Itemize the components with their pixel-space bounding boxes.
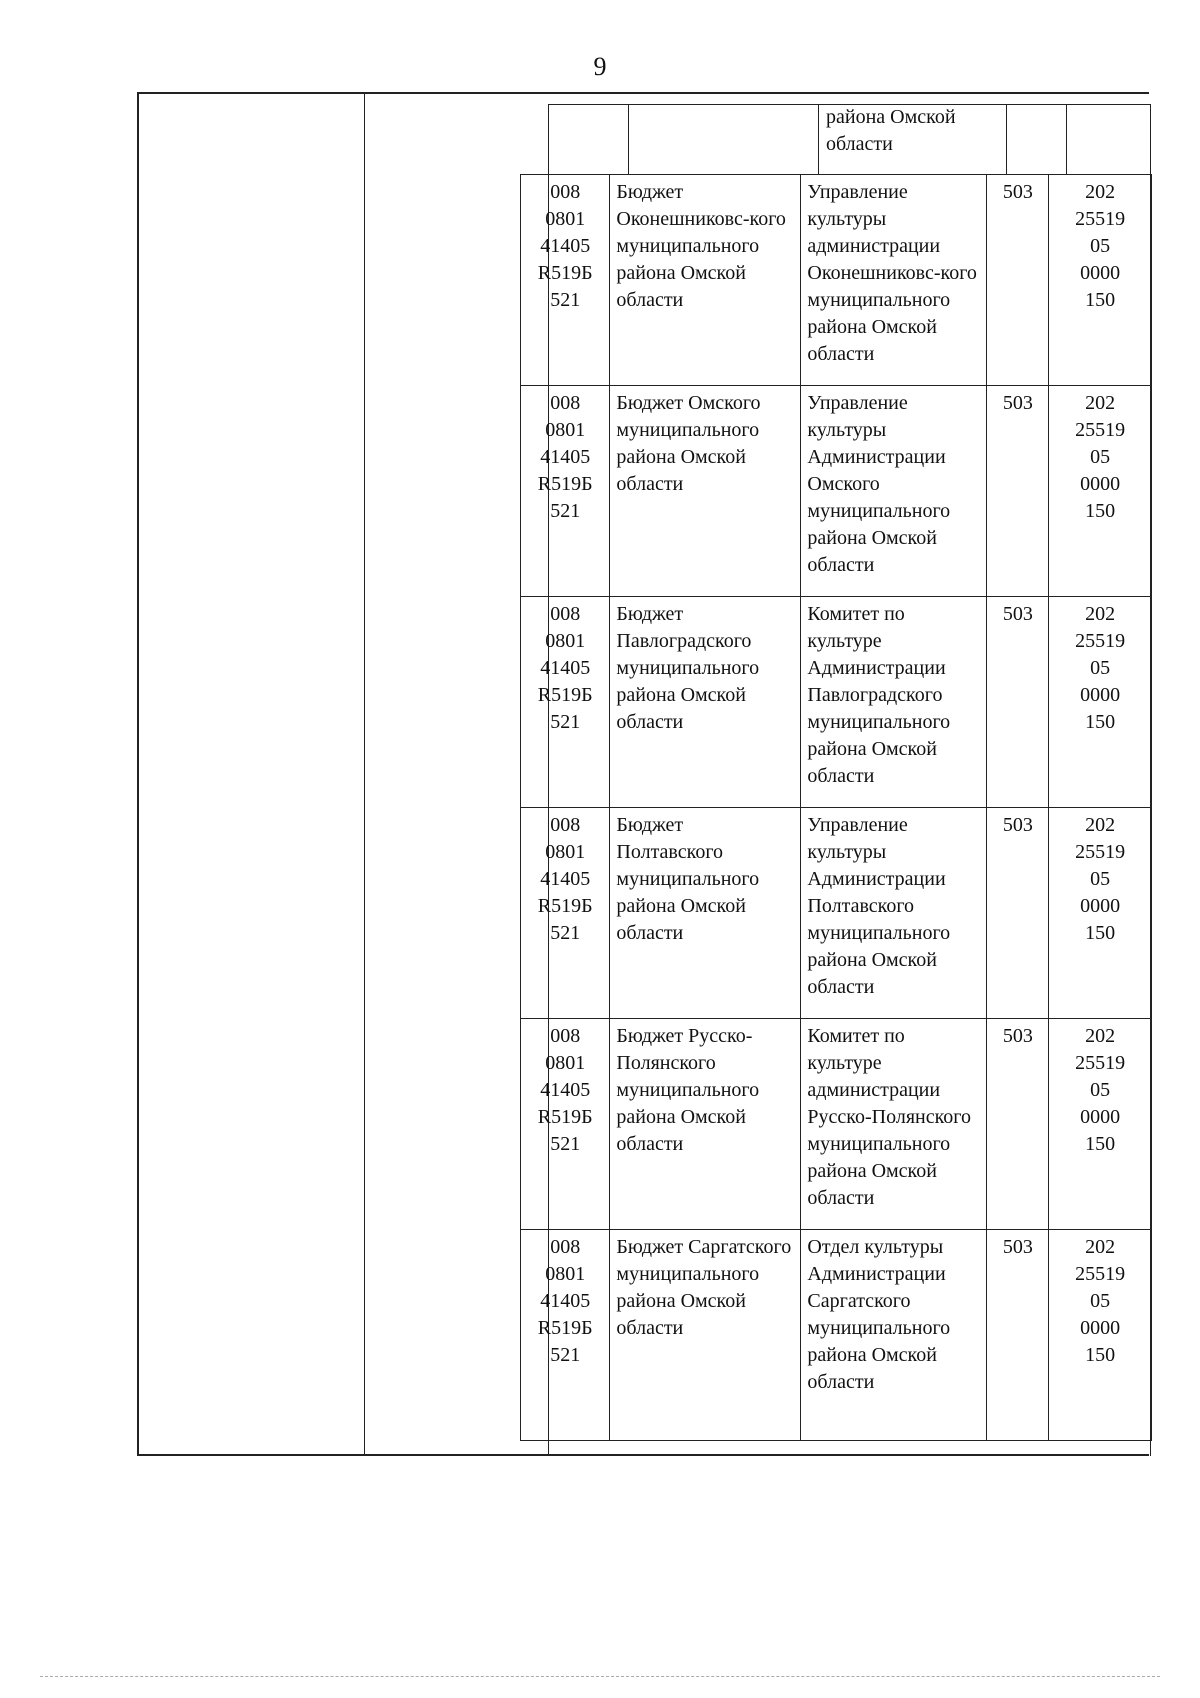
budget-name-cell: Бюджет Омского муниципального района Омской области [610, 386, 801, 597]
revenue-code-cell-line: 25519 [1075, 630, 1126, 652]
revenue-code-cell-line: 25519 [1075, 208, 1126, 230]
budget-name-cell: Бюджет Оконешниковс-кого муниципального района Омской области [610, 175, 801, 386]
page-number: 9 [593, 52, 607, 81]
revenue-code-cell-line: 150 [1085, 289, 1116, 311]
budget-name-cell: Бюджет Полтавского муниципального района Омской области [610, 808, 801, 1019]
revenue-code-cell-line: 202 [1085, 814, 1116, 836]
revenue-code-cell-line: 05 [1090, 868, 1111, 890]
revenue-code-cell [1049, 386, 1152, 597]
classification-code-cell-line: 0801 [545, 1052, 586, 1074]
admin-code-cell: 503 [987, 175, 1049, 386]
revenue-code-cell-line: 25519 [1075, 419, 1126, 441]
admin-code-cell: 503 [987, 1230, 1049, 1441]
admin-code-cell: 503 [987, 386, 1049, 597]
classification-code-cell [521, 808, 610, 1019]
continuation-sep-4 [1066, 104, 1067, 174]
administrator-cell: Управление культуры Администрации Омского муниципального района Омской области [801, 386, 987, 597]
continuation-sep-3 [1006, 104, 1007, 174]
revenue-code-cell [1049, 1230, 1152, 1441]
revenue-code-cell [1049, 175, 1152, 386]
administrator-cell: Управление культуры администрации Оконешниковс-кого муниципального района Омской области [801, 175, 987, 386]
classification-code-cell-line: 41405 [540, 868, 591, 890]
revenue-code-cell-line: 05 [1090, 1290, 1111, 1312]
revenue-code-cell-line: 202 [1085, 181, 1116, 203]
revenue-code-cell-line: 25519 [1075, 841, 1126, 863]
classification-code-cell-line: 521 [550, 922, 581, 944]
revenue-code-cell-line: 05 [1090, 235, 1111, 257]
classification-code-cell [521, 1230, 610, 1441]
administrator-cell: Управление культуры Администрации Полтавского муниципального района Омской области [801, 808, 987, 1019]
table-row [521, 597, 1152, 808]
scan-artifact-line [40, 1676, 1160, 1677]
classification-code-cell-line: R519Б [537, 262, 593, 284]
classification-code-cell [521, 597, 610, 808]
classification-code-cell-line: R519Б [537, 1106, 593, 1128]
classification-code-cell-line: 521 [550, 289, 581, 311]
revenue-code-cell-line: 25519 [1075, 1263, 1126, 1285]
revenue-code-cell [1049, 1019, 1152, 1230]
classification-code-cell-line: 521 [550, 500, 581, 522]
continuation-recipient-text: района Омской области [826, 106, 956, 155]
revenue-code-cell-line: 150 [1085, 1344, 1116, 1366]
classification-code-cell-line: R519Б [537, 684, 593, 706]
revenue-code-cell-line: 150 [1085, 1133, 1116, 1155]
classification-code-cell-line: 008 [550, 1025, 581, 1047]
revenue-code-cell-line: 0000 [1080, 684, 1121, 706]
revenue-code-cell [1049, 808, 1152, 1019]
budget-rows [520, 174, 1152, 1441]
table-row [521, 1019, 1152, 1230]
classification-code-cell-line: 008 [550, 603, 581, 625]
revenue-code-cell-line: 150 [1085, 500, 1116, 522]
table-row [521, 1230, 1152, 1441]
continuation-sep-1 [628, 104, 629, 174]
classification-code-cell-line: 41405 [540, 657, 591, 679]
classification-code-cell-line: R519Б [537, 1317, 593, 1339]
table-row [521, 808, 1152, 1019]
revenue-code-cell-line: 202 [1085, 603, 1116, 625]
classification-code-cell-line: 521 [550, 711, 581, 733]
revenue-code-cell-line: 0000 [1080, 473, 1121, 495]
revenue-code-cell-line: 202 [1085, 1236, 1116, 1258]
classification-code-cell-line: 41405 [540, 1290, 591, 1312]
classification-code-cell-line: 41405 [540, 446, 591, 468]
classification-code-cell-line: 0801 [545, 208, 586, 230]
revenue-code-cell-line: 25519 [1075, 1052, 1126, 1074]
classification-code-cell [521, 386, 610, 597]
classification-code-cell-line: 41405 [540, 235, 591, 257]
classification-code-cell-line: 521 [550, 1344, 581, 1366]
revenue-code-cell-line: 150 [1085, 922, 1116, 944]
budget-table [520, 174, 1152, 1441]
revenue-code-cell-line: 0000 [1080, 1106, 1121, 1128]
classification-code-cell [521, 175, 610, 386]
budget-name-cell: Бюджет Павлоградского муниципального района Омской области [610, 597, 801, 808]
revenue-code-cell-line: 0000 [1080, 262, 1121, 284]
classification-code-cell-line: 0801 [545, 1263, 586, 1285]
table-row [521, 386, 1152, 597]
classification-code-cell-line: 521 [550, 1133, 581, 1155]
classification-code-cell-line: R519Б [537, 895, 593, 917]
classification-code-cell-line: 008 [550, 1236, 581, 1258]
classification-code-cell [521, 1019, 610, 1230]
classification-code-cell-line: 008 [550, 181, 581, 203]
revenue-code-cell-line: 05 [1090, 657, 1111, 679]
admin-code-cell: 503 [987, 1019, 1049, 1230]
continuation-sep-2 [818, 104, 819, 174]
revenue-code-cell-line: 202 [1085, 392, 1116, 414]
budget-name-cell: Бюджет Русско-Полянского муниципального района Омской области [610, 1019, 801, 1230]
column-divider-2 [364, 92, 365, 1456]
revenue-code-cell-line: 0000 [1080, 1317, 1121, 1339]
classification-code-cell-line: 0801 [545, 630, 586, 652]
classification-code-cell-line: 41405 [540, 1079, 591, 1101]
budget-name-cell: Бюджет Саргатского муниципального района Омской области [610, 1230, 801, 1441]
administrator-cell: Отдел культуры Администрации Саргатского муниципального района Омской области [801, 1230, 987, 1441]
admin-code-cell: 503 [987, 808, 1049, 1019]
table-row [521, 175, 1152, 386]
revenue-code-cell-line: 05 [1090, 446, 1111, 468]
classification-code-cell-line: R519Б [537, 473, 593, 495]
administrator-cell: Комитет по культуре администрации Русско-Полянского муниципального района Омской области [801, 1019, 987, 1230]
classification-code-cell-line: 008 [550, 392, 581, 414]
classification-code-cell-line: 008 [550, 814, 581, 836]
revenue-code-cell-line: 150 [1085, 711, 1116, 733]
admin-code-cell: 503 [987, 597, 1049, 808]
classification-code-cell-line: 0801 [545, 419, 586, 441]
administrator-cell: Комитет по культуре Администрации Павлоградского муниципального района Омской области [801, 597, 987, 808]
classification-code-cell-line: 0801 [545, 841, 586, 863]
revenue-code-cell-line: 0000 [1080, 895, 1121, 917]
revenue-code-cell-line: 202 [1085, 1025, 1116, 1047]
revenue-code-cell [1049, 597, 1152, 808]
revenue-code-cell-line: 05 [1090, 1079, 1111, 1101]
